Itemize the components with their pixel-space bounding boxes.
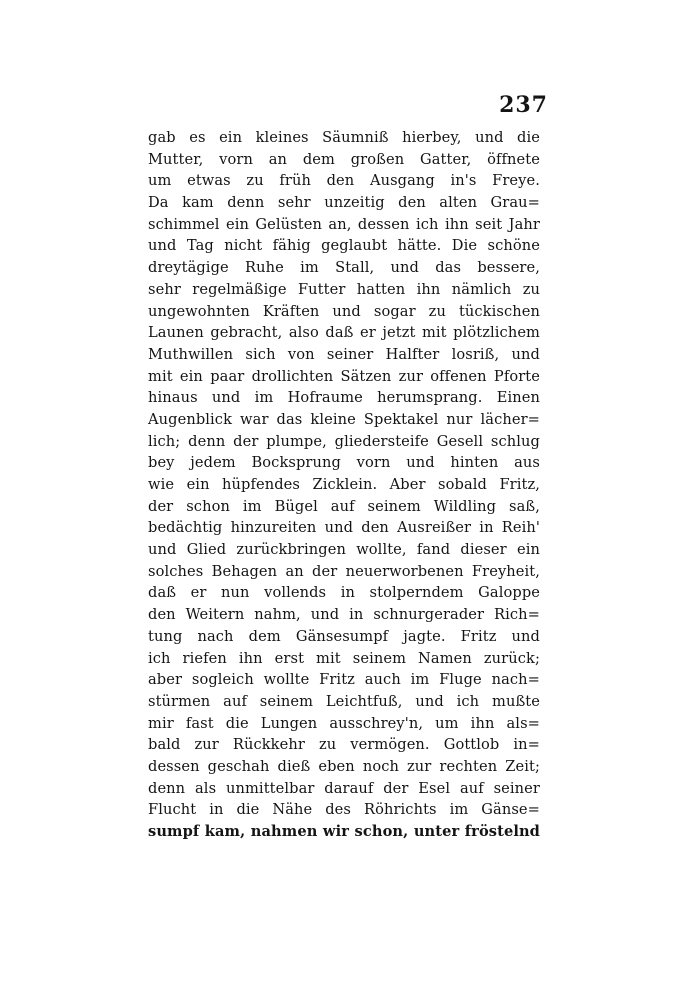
text-line: mir fast die Lungen ausschrey'n, um ihn als= (148, 714, 540, 732)
text-line: ich riefen ihn erst mit seinem Namen zurück; (148, 649, 540, 667)
text-line: sehr regelmäßige Futter hatten ihn nämlich zu (148, 280, 540, 298)
text-line: sumpf kam, nahmen wir schon, unter fröstelnd (148, 823, 540, 840)
text-line: solches Behagen an der neuerworbenen Freyheit, (148, 562, 540, 580)
text-line: Augenblick war das kleine Spektakel nur lächer= (148, 410, 540, 428)
text-line: dreytägige Ruhe im Stall, und das bessere, (148, 259, 540, 277)
text-line: Flucht in die Nähe des Röhrichts im Gänse= (148, 801, 540, 819)
text-line: Da kam denn sehr unzeitig den alten Grau= (148, 194, 540, 212)
text-line: daß er nun vollends in stolperndem Galoppe (148, 584, 540, 602)
text-line: mit ein paar drollichten Sätzen zur offenen Pforte (148, 367, 540, 385)
text-line: bey jedem Bocksprung vorn und hinten aus (148, 454, 540, 472)
text-line: und Tag nicht fähig geglaubt hätte. Die schöne (148, 237, 540, 255)
text-line: Muthwillen sich von seiner Halfter losriß, und (148, 345, 540, 363)
text-line: tung nach dem Gänsesumpf jagte. Fritz und (148, 627, 540, 645)
text-line: Mutter, vorn an dem großen Gatter, öffnete (148, 150, 540, 168)
text-line: schimmel ein Gelüsten an, dessen ich ihn seit Jahr (148, 215, 540, 233)
text-line: bedächtig hinzureiten und den Ausreißer in Reih' (148, 519, 540, 537)
text-line: denn als unmittelbar darauf der Esel auf seiner (148, 779, 540, 797)
text-line: Launen gebracht, also daß er jetzt mit plötzlichem (148, 324, 540, 342)
text-line: lich; denn der plumpe, gliedersteife Gesell schlug (148, 432, 540, 450)
text-line: wie ein hüpfendes Zicklein. Aber sobald Fritz, (148, 476, 540, 493)
text-line: hinaus und im Hofraume herumsprang. Einen (148, 389, 540, 407)
text-line: aber sogleich wollte Fritz auch im Fluge nach= (148, 671, 540, 689)
text-line: stürmen auf seinem Leichtfuß, und ich mußte (148, 692, 540, 710)
text-line: den Weitern nahm, und in schnurgerader Rich= (148, 606, 540, 624)
body-text (148, 127, 540, 843)
text-line: ungewohnten Kräften und sogar zu tückischen (148, 302, 540, 320)
text-line: gab es ein kleines Säumniß hierbey, und die (148, 129, 540, 146)
text-line: der schon im Bügel auf seinem Wildling saß, (148, 497, 540, 515)
text-line: und Glied zurückbringen wollte, fand dieser ein (148, 541, 540, 559)
text-line: dessen geschah dieß eben noch zur rechten Zeit; (148, 757, 540, 775)
text-line: um etwas zu früh den Ausgang in's Freye. (148, 172, 540, 190)
text-line: bald zur Rückkehr zu vermögen. Gottlob in= (148, 736, 540, 754)
page-number: 237 (499, 92, 548, 118)
